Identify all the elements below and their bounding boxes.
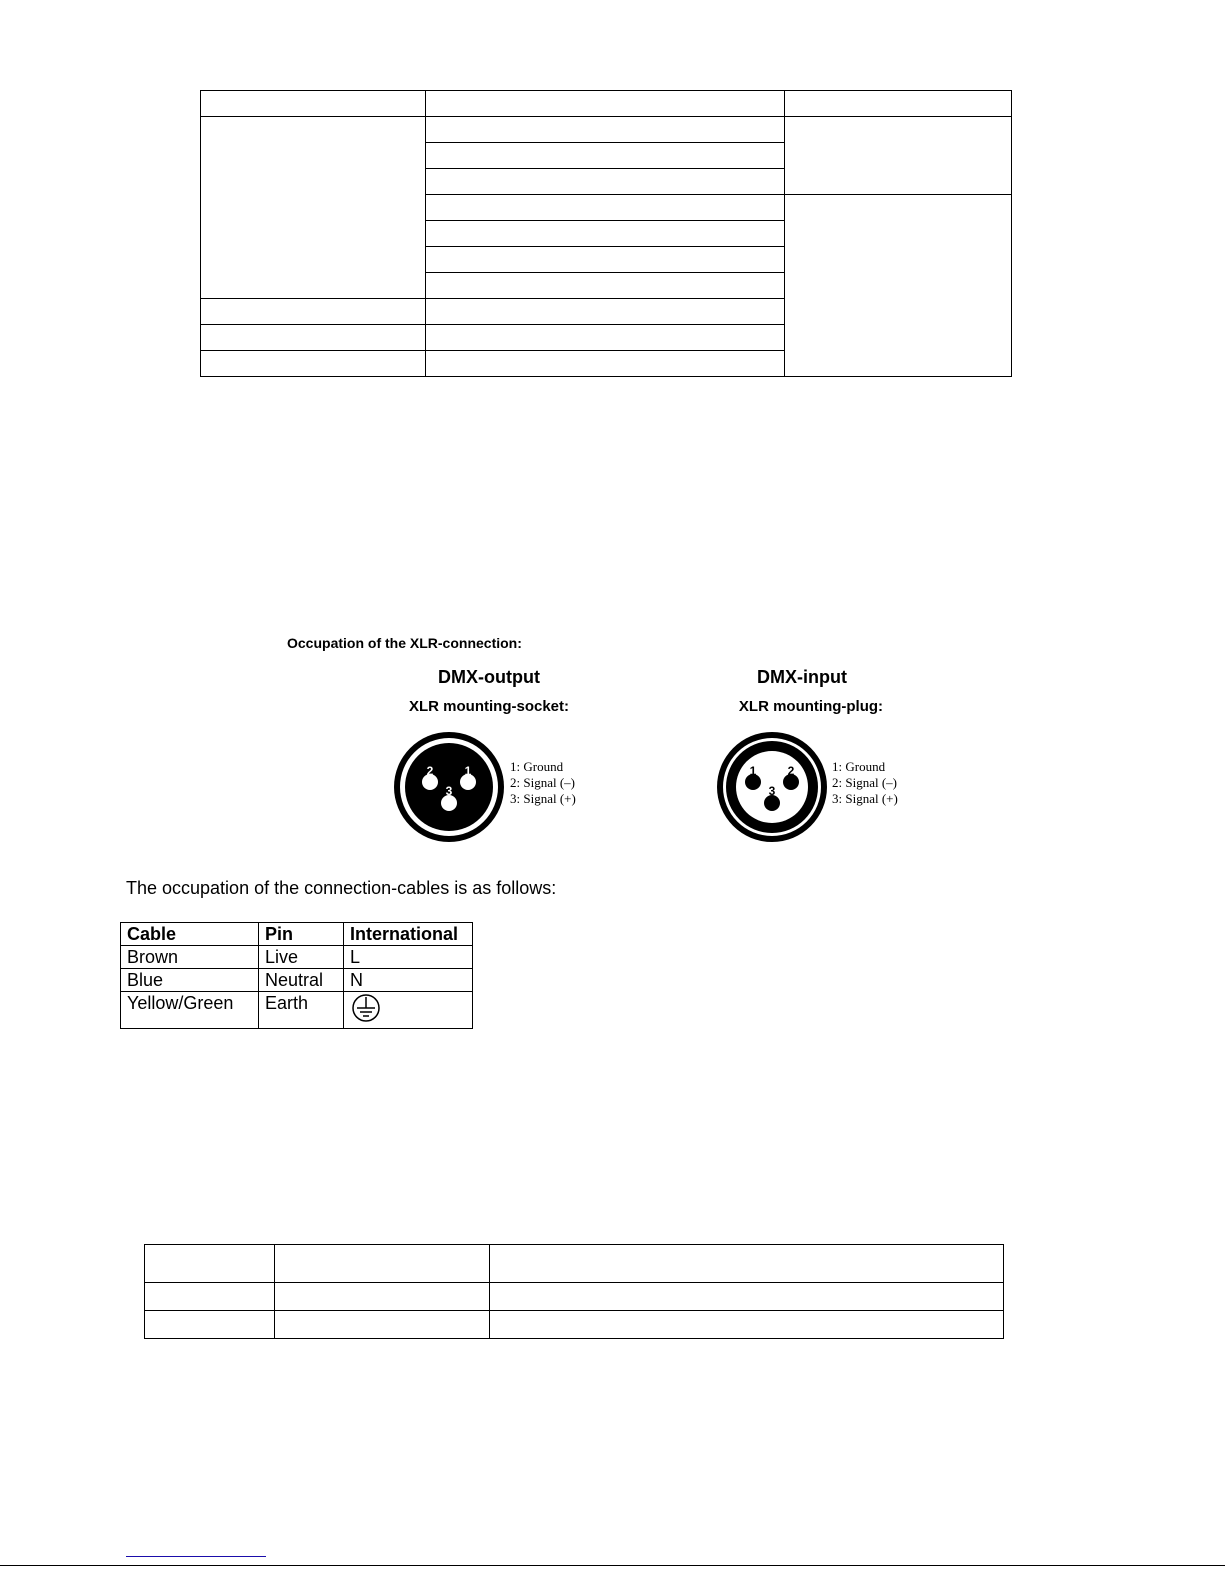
pin-label: 1 — [464, 764, 472, 778]
table-row — [145, 1245, 1004, 1283]
xlr-caption: Occupation of the XLR-connection: — [287, 635, 522, 651]
pin-label: 1 — [749, 764, 757, 778]
footer-link[interactable] — [126, 1553, 266, 1557]
bottom-table — [144, 1244, 1004, 1339]
legend-line: 1: Ground — [510, 759, 564, 774]
table-row — [201, 117, 1012, 143]
table-row — [145, 1283, 1004, 1311]
legend-line: 3: Signal (+) — [832, 791, 898, 806]
earth-ground-icon — [350, 993, 382, 1023]
pin-cell: Live — [259, 946, 344, 969]
legend-line: 2: Signal (–) — [510, 775, 575, 790]
xlr-plug-icon — [715, 730, 829, 844]
dmx-output-title: DMX-output — [438, 667, 540, 687]
table-row — [121, 969, 473, 992]
header-cell: Pin — [259, 923, 344, 946]
table-row — [121, 992, 473, 1029]
dmx-input-title: DMX-input — [757, 667, 847, 687]
cable-cell: Brown — [121, 946, 259, 969]
pin-cell: Earth — [259, 992, 344, 1029]
top-table — [200, 90, 1012, 377]
dmx-input-subtitle: XLR mounting-plug: — [738, 698, 884, 715]
pin-label: 2 — [787, 764, 795, 778]
table-header-row — [121, 923, 473, 946]
cable-cell: Yellow/Green — [121, 992, 259, 1029]
cable-cell: Blue — [121, 969, 259, 992]
cables-heading: The occupation of the connection-cables is as follows: — [126, 878, 557, 898]
footer-divider — [0, 1565, 1225, 1566]
dmx-output-subtitle: XLR mounting-socket: — [409, 698, 569, 715]
legend-line: 3: Signal (+) — [510, 791, 576, 806]
pin-label: 3 — [445, 784, 453, 798]
output-pin-legend — [510, 759, 576, 807]
legend-line: 2: Signal (–) — [832, 775, 897, 790]
header-cell: Cable — [121, 923, 259, 946]
header-cell: International — [344, 923, 473, 946]
pin-label: 2 — [426, 764, 434, 778]
legend-line: 1: Ground — [832, 759, 886, 774]
cable-table — [120, 922, 473, 1029]
international-cell — [344, 992, 473, 1029]
international-cell: L — [344, 946, 473, 969]
xlr-socket-icon — [392, 730, 506, 844]
table-row — [121, 946, 473, 969]
table-row — [201, 91, 1012, 117]
pin-cell: Neutral — [259, 969, 344, 992]
pin-label: 3 — [768, 784, 776, 798]
table-row — [145, 1311, 1004, 1339]
international-cell: N — [344, 969, 473, 992]
input-pin-legend — [832, 759, 898, 807]
